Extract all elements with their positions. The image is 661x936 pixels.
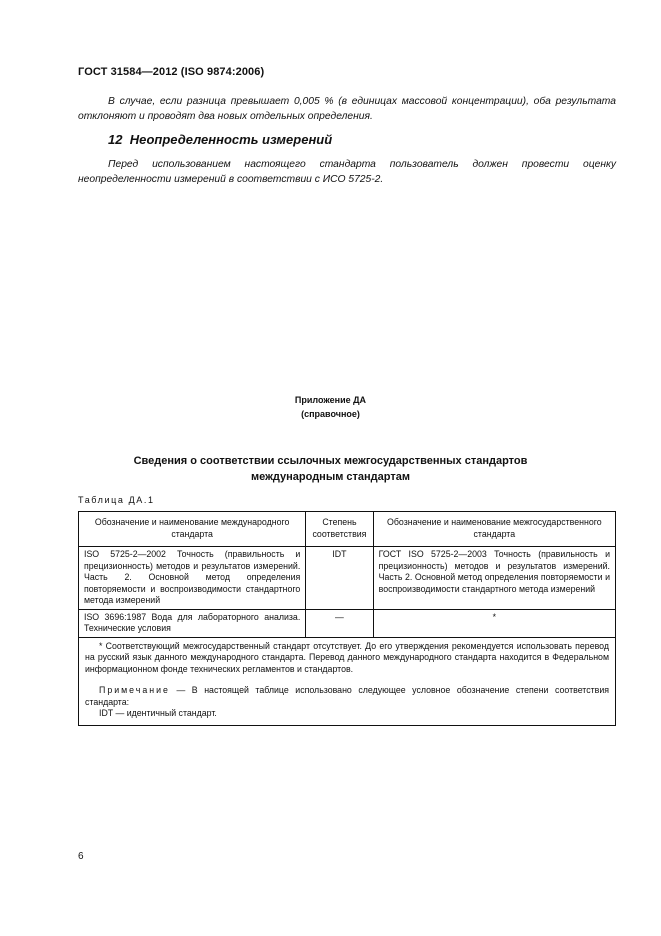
table-notes: [79, 637, 616, 725]
table-footnote-row: [79, 637, 616, 725]
cell-degree: IDT: [306, 547, 373, 610]
appendix-main-title: [0, 453, 661, 485]
paragraph-uncertainty: [78, 157, 616, 187]
note-item: IDT — идентичный стандарт.: [99, 708, 217, 718]
appendix-main-title-line1: Сведения о соответствии ссылочных межгосударственных стандартов: [133, 455, 528, 467]
cell-interstate: ГОСТ ISO 5725-2—2003 Точность (правильность и прецизионность) методов и результатов измерений. Часть 2. Основной метод определения повторяемости и воспроизводимости стандартного метода измерений: [373, 547, 615, 610]
page-number: 6: [78, 851, 84, 862]
table-footnote: * Соответствующий межгосударственный стандарт отсутствует. До его утверждения рекомендуется использовать перевод на русский язык данного международного стандарта. Перевод данного международного стандарта находится в Федеральном информационном фонде технических регламентов и стандартов.: [85, 640, 609, 674]
section-title: Неопределенность измерений: [129, 132, 333, 147]
section-heading: [108, 132, 332, 147]
note-label: Примечание: [99, 685, 170, 695]
appendix-heading: [0, 393, 661, 421]
cell-international: ISO 5725-2—2002 Точность (правильность и прецизионность) методов и результатов измерений. Часть 2. Основной метод определения повторяемости и воспроизводимости стандартного метода измерений: [79, 547, 306, 610]
header-interstate: Обозначение и наименование межгосударственного стандарта: [373, 512, 615, 547]
cell-international: ISO 3696:1987 Вода для лабораторного анализа. Технические условия: [79, 609, 306, 637]
appendix-subtitle: (справочное): [301, 409, 360, 419]
cell-interstate: *: [373, 609, 615, 637]
table-header-row: [79, 512, 616, 547]
section-number: 12: [108, 132, 123, 147]
table-row: [79, 609, 616, 637]
header-international: Обозначение и наименование международного стандарта: [79, 512, 306, 547]
correspondence-table: [78, 511, 616, 726]
table-note: [85, 685, 609, 708]
appendix-title: Приложение ДА: [294, 395, 367, 405]
note-text: — В настоящей таблице использовано следующее условное обозначение степени соответствия стандарта:: [85, 685, 610, 707]
appendix-main-title-line2: международным стандартам: [251, 471, 410, 483]
paragraph-discrepancy-text: В случае, если разница превышает 0,005 % (в единицах массовой концентрации), оба результата отклоняют и проводят два новых отдельных определения.: [78, 96, 616, 122]
document-header: ГОСТ 31584—2012 (ISO 9874:2006): [78, 66, 265, 78]
paragraph-uncertainty-text: Перед использованием настоящего стандарта пользователь должен провести оценку неопределенности измерений в соответствии с ИСО 5725-2.: [78, 159, 616, 185]
header-degree: Степень соответствия: [306, 512, 373, 547]
table-label: Таблица ДА.1: [78, 495, 155, 505]
cell-degree: —: [306, 609, 373, 637]
paragraph-discrepancy: [78, 94, 616, 124]
table-row: [79, 547, 616, 610]
